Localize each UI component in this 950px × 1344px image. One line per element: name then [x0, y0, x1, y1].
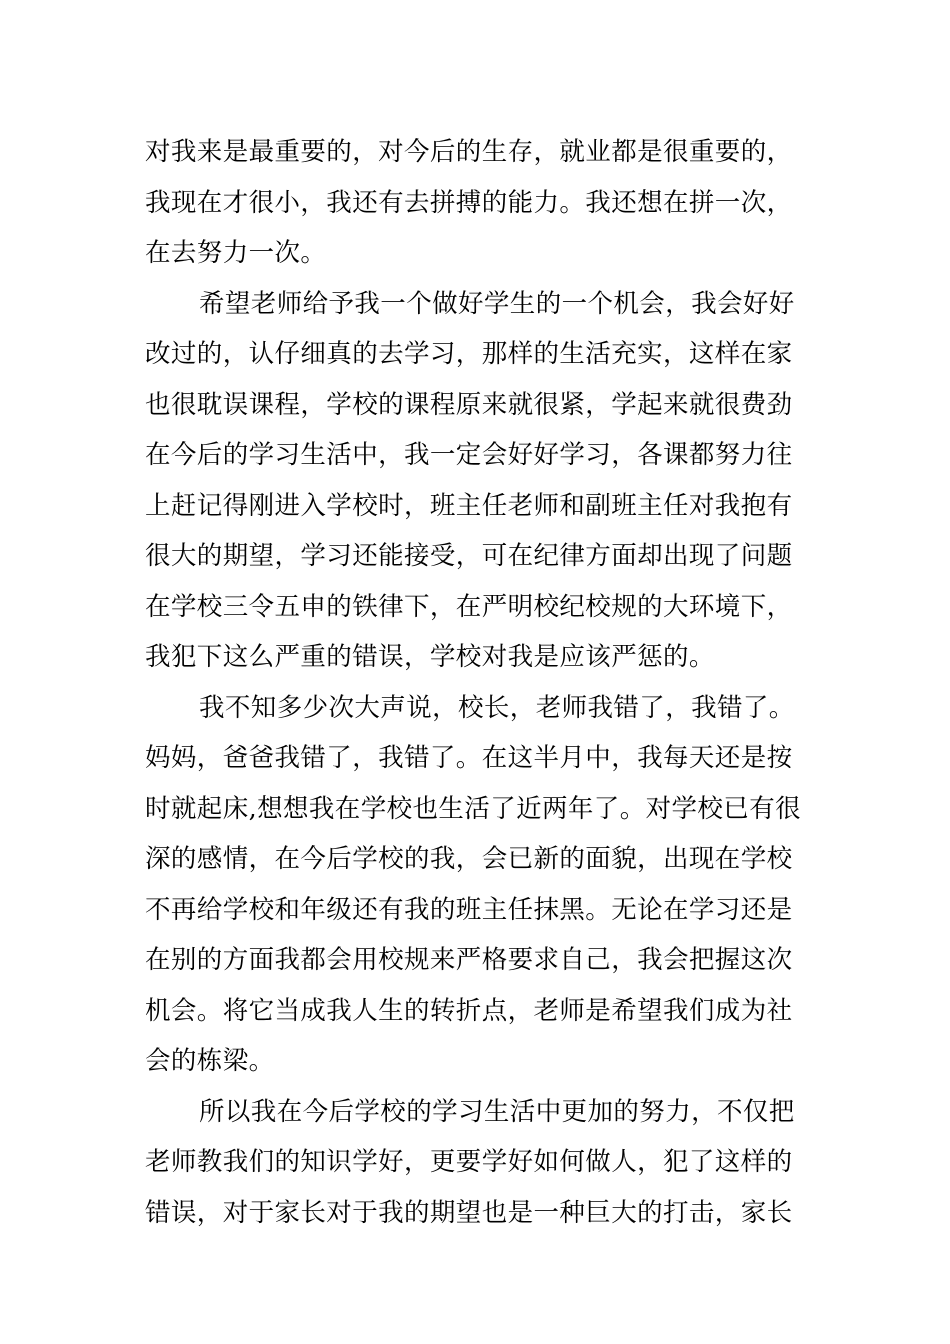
text-line: 在去努力一次。	[145, 238, 327, 268]
body-text	[145, 127, 815, 1238]
text-line: 我犯下这么严重的错误，学校对我是应该严惩的。	[145, 642, 715, 672]
text-line: 我现在才很小，我还有去拼搏的能力。我还想在拼一次，	[145, 187, 793, 218]
text-line: 希望老师给予我一个做好学生的一个机会，我会好好	[199, 288, 795, 319]
text-line: 机会。将它当成我人生的转折点，老师是希望我们成为社	[145, 995, 793, 1026]
text-line: 改过的，认仔细真的去学习，那样的生活充实，这样在家	[145, 339, 793, 369]
text-line: 在今后的学习生活中，我一定会好好学习，各课都努力往	[145, 440, 793, 470]
text-line: 在学校三令五申的铁律下，在严明校纪校规的大环境下，	[145, 591, 793, 622]
text-line: 不再给学校和年级还有我的班主任抹黑。无论在学习还是	[145, 894, 793, 925]
text-line: 深的感情，在今后学校的我，会已新的面貌，出现在学校	[145, 844, 793, 874]
text-line: 所以我在今后学校的学习生活中更加的努力，不仅把	[199, 1096, 795, 1127]
text-line: 上赶记得刚进入学校时，班主任老师和副班主任对我抱有	[145, 490, 793, 521]
text-line: 我不知多少次大声说，校长，老师我错了，我错了。	[199, 692, 795, 723]
text-line: 老师教我们的知识学好，更要学好如何做人，犯了这样的	[145, 1147, 793, 1177]
text-line: 对我来是最重要的，对今后的生存，就业都是很重要的，	[145, 137, 793, 167]
text-line: 也很耽误课程，学校的课程原来就很紧，学起来就很费劲	[145, 389, 793, 420]
text-line: 时就起床,想想我在学校也生活了近两年了。对学校已有很	[145, 793, 802, 824]
text-line: 很大的期望，学习还能接受，可在纪律方面却出现了问题	[145, 541, 793, 571]
text-line: 在别的方面我都会用校规来严格要求自己，我会把握这次	[145, 945, 793, 975]
text-line: 妈妈，爸爸我错了，我错了。在这半月中，我每天还是按	[145, 743, 793, 773]
text-line: 会的栋梁。	[145, 1046, 275, 1076]
text-line: 错误，对于家长对于我的期望也是一种巨大的打击，家长	[145, 1197, 793, 1228]
